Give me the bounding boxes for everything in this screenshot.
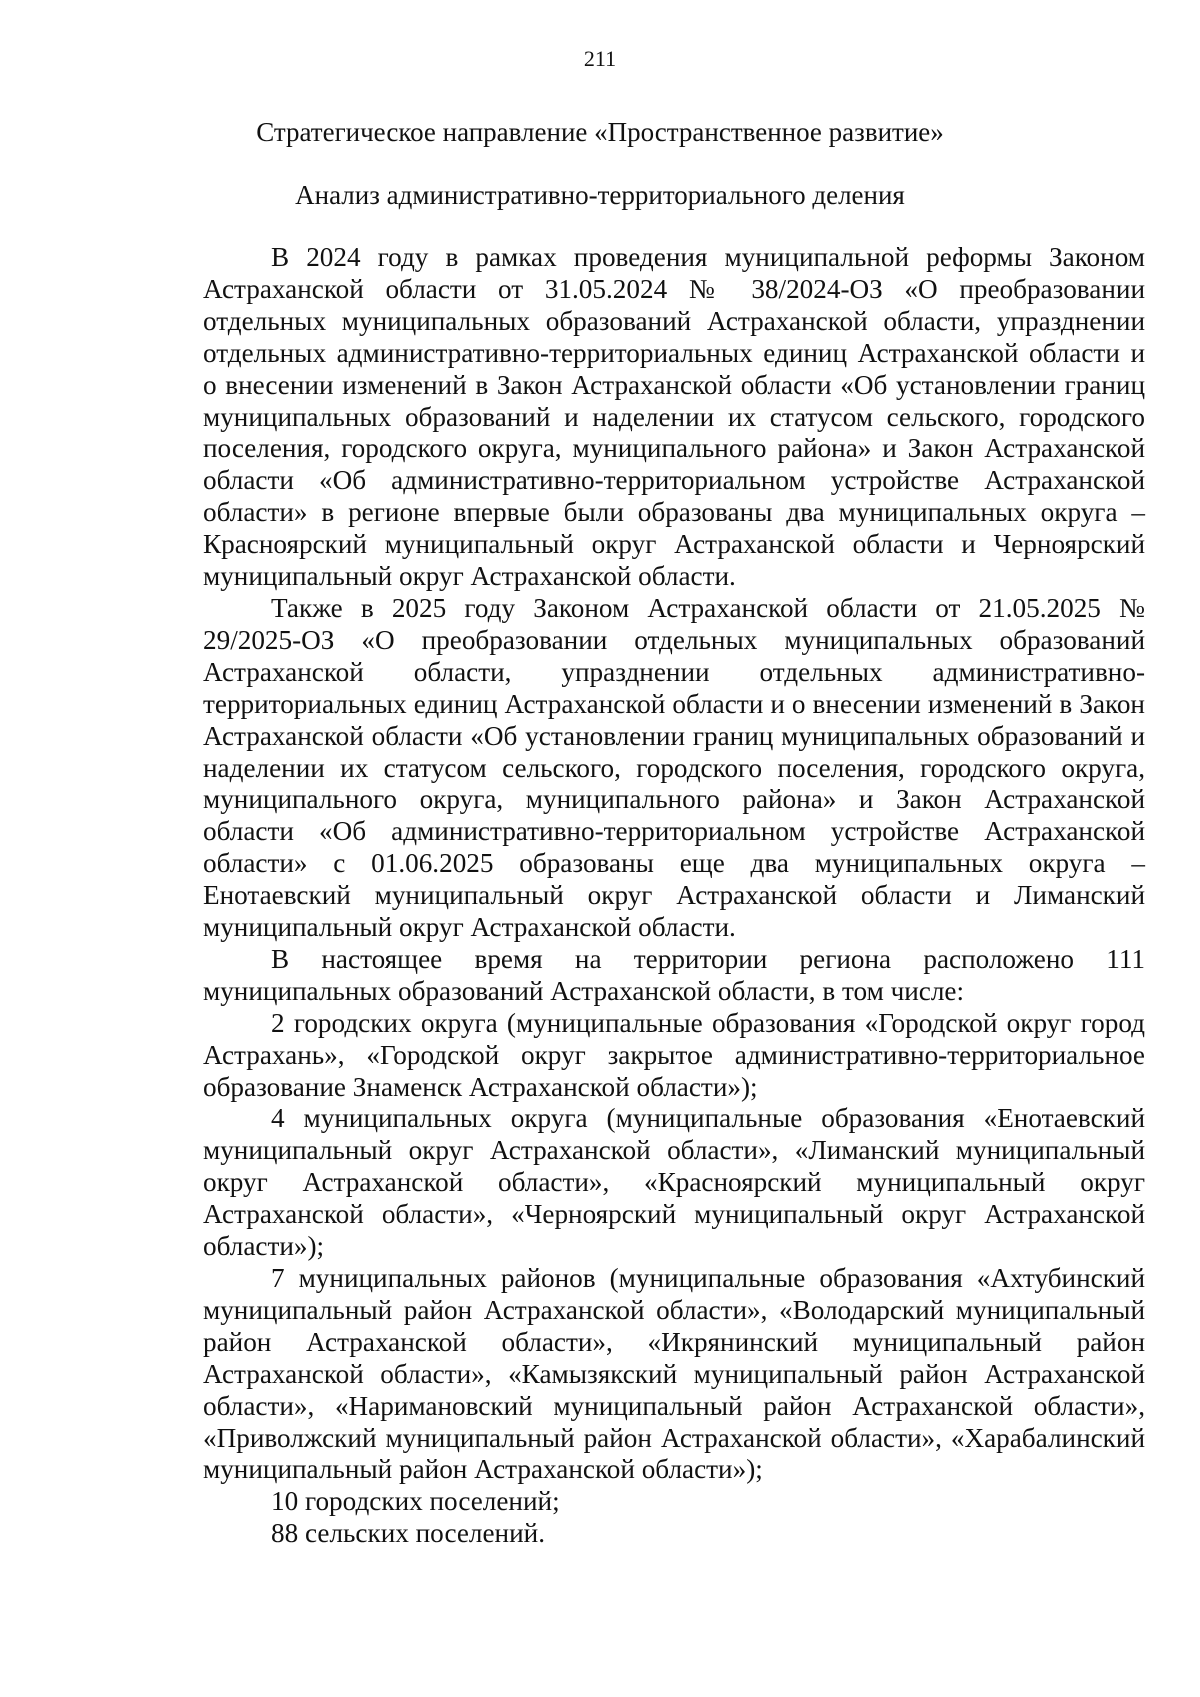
list-item-municipal-okrugs: 4 муниципальных округа (муниципальные образования «Енотаевский муниципальный округ Астраханской области», «Лиманский муниципальный округ Астраханской области», «Красноярский муниципальный округ Астраханской области», «Черноярский муниципальный округ Астраханской области»); xyxy=(203,1103,1145,1262)
list-item-urban-settlements: 10 городских поселений; xyxy=(271,1486,560,1517)
page-number: 211 xyxy=(583,46,617,71)
paragraph-reform-2025: Также в 2025 году Законом Астраханской области от 21.05.2025 № 29/2025-ОЗ «О преобразовании отдельных муниципальных образований Астраханской области, упразднении отдельных административно-территориальных единиц Астраханской области и о внесении изменений в Закон Астраханской области «Об установлении границ муниципальных образований и наделении их статусом сельского, городского поселения, городского округа, муниципального округа, муниципального района» и Закон Астраханской области «Об административно-территориальном устройстве Астраханской области» с 01.06.2025 образованы еще два муниципальных округа – Енотаевский муниципальный округ Астраханской области и Лиманский муниципальный округ Астраханской области. xyxy=(203,592,1145,943)
body-text xyxy=(203,242,1145,1550)
section-subtitle: Анализ административно-территориального деления xyxy=(295,180,905,210)
list-item-city-districts: 2 городских округа (муниципальные образования «Городской округ город Астрахань», «Городской округ закрытое административно-территориальное образование Знаменск Астраханской области»); xyxy=(203,1007,1145,1102)
list-item-rural-settlements: 88 сельских поселений. xyxy=(271,1518,545,1549)
paragraph-reform-2024: В 2024 году в рамках проведения муниципальной реформы Законом Астраханской области от 31.05.2024 № 38/2024-ОЗ «О преобразовании отдельных муниципальных образований Астраханской области, упразднении отдельных административно-территориальных единиц Астраханской области и о внесении изменений в Закон Астраханской области «Об установлении границ муниципальных образований и наделении их статусом сельского, городского поселения, городского округа, муниципального района» и Закон Астраханской области «Об административно-территориальном устройстве Астраханской области» в регионе впервые были образованы два муниципальных округа – Красноярский муниципальный округ Астраханской области и Черноярский муниципальный округ Астраханской области. xyxy=(203,242,1145,592)
section-title: Стратегическое направление «Пространственное развитие» xyxy=(256,117,944,147)
paragraph-total-municipalities: В настоящее время на территории региона расположено 111 муниципальных образований Астраханской области, в том числе: xyxy=(203,943,1145,1006)
list-item-municipal-districts: 7 муниципальных районов (муниципальные образования «Ахтубинский муниципальный район Астраханской области», «Володарский муниципальный район Астраханской области», «Икрянинский муниципальный район Астраханской области», «Камызякский муниципальный район Астраханской области», «Наримановский муниципальный район Астраханской области», «Приволжский муниципальный район Астраханской области», «Харабалинский муниципальный район Астраханской области»); xyxy=(203,1263,1145,1485)
